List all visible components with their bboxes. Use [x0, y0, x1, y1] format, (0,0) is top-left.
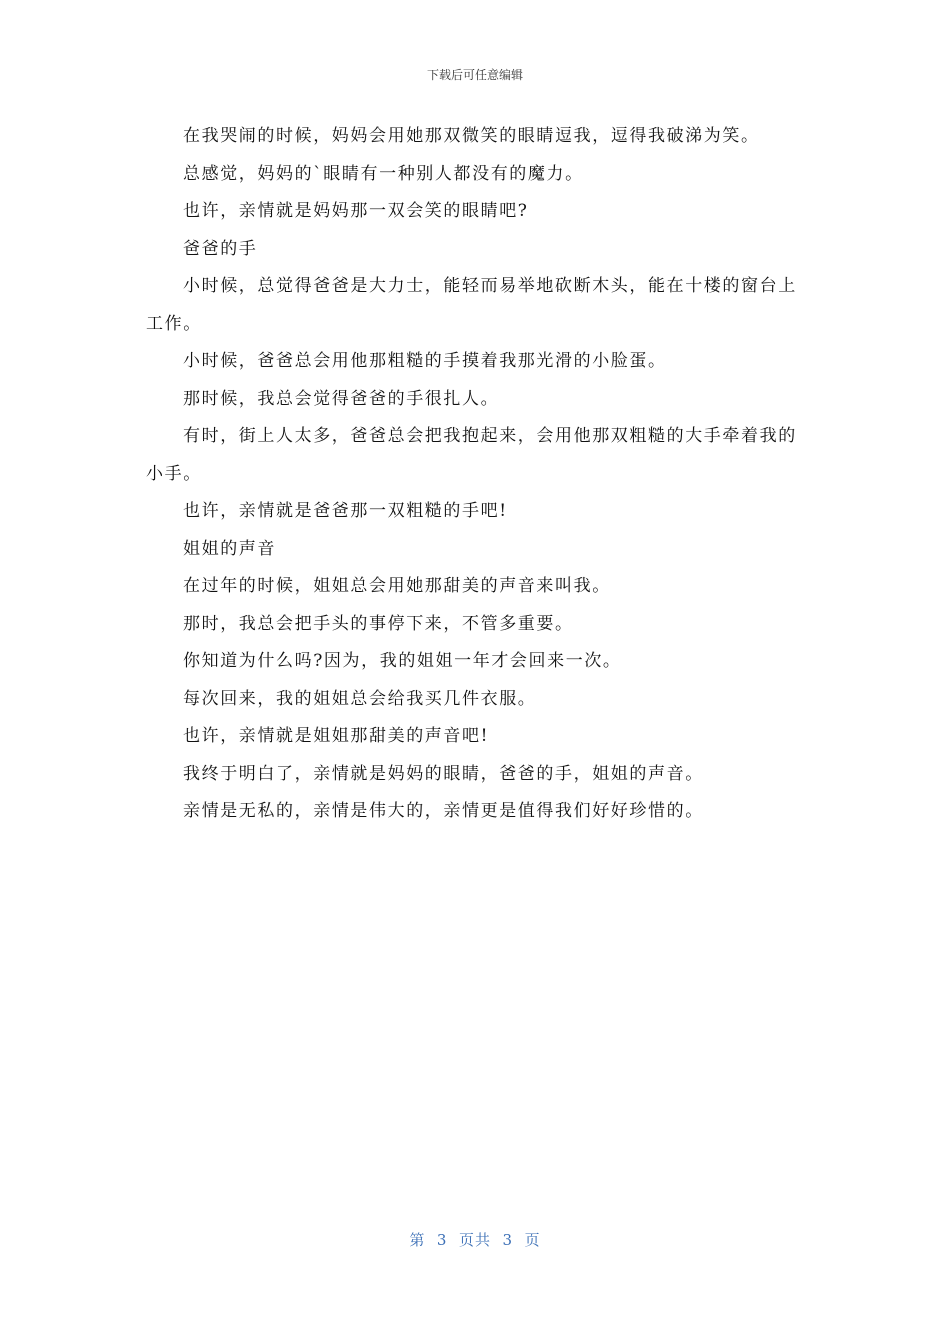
- paragraph: 亲情是无私的，亲情是伟大的，亲情更是值得我们好好珍惜的。: [183, 801, 704, 821]
- document-body: [146, 118, 806, 831]
- paragraph: 每次回来，我的姐姐总会给我买几件衣服。: [183, 688, 537, 709]
- paragraph: 那时，我总会把手头的事停下来，不管多重要。: [183, 613, 574, 634]
- paragraph: 那时候，我总会觉得爸爸的手很扎人。: [183, 388, 500, 409]
- paragraph: 小时候，爸爸总会用他那粗糙的手摸着我那光滑的小脸蛋。: [183, 351, 667, 371]
- paragraph: 也许，亲情就是姐姐那甜美的声音吧!: [183, 726, 490, 746]
- paragraph: 有时，街上人太多，爸爸总会把我抱起来，会用他那双粗糙的大手牵着我的小手。: [146, 426, 797, 484]
- page-number: 第 3 页共 3 页: [409, 1231, 541, 1249]
- paragraph: 总感觉，妈妈的`眼睛有一种别人都没有的魔力。: [183, 163, 584, 184]
- paragraph: 我终于明白了，亲情就是妈妈的眼睛，爸爸的手，姐姐的声音。: [183, 763, 704, 784]
- paragraph: 在我哭闹的时候，妈妈会用她那双微笑的眼睛逗我，逗得我破涕为笑。: [183, 126, 760, 146]
- paragraph: 小时候，总觉得爸爸是大力士，能轻而易举地砍断木头，能在十楼的窗台上工作。: [146, 276, 797, 334]
- paragraph: 你知道为什么吗?因为，我的姐姐一年才会回来一次。: [183, 651, 622, 671]
- section-heading: 爸爸的手: [183, 238, 258, 259]
- header-note: 下载后可任意编辑: [426, 68, 523, 82]
- paragraph: 也许，亲情就是爸爸那一双粗糙的手吧!: [183, 501, 508, 521]
- paragraph: 在过年的时候，姐姐总会用她那甜美的声音来叫我。: [183, 576, 611, 596]
- page-footer: [0, 1229, 950, 1250]
- section-heading: 姐姐的声音: [183, 538, 276, 559]
- paragraph: 也许，亲情就是妈妈那一双会笑的眼睛吧?: [183, 201, 529, 221]
